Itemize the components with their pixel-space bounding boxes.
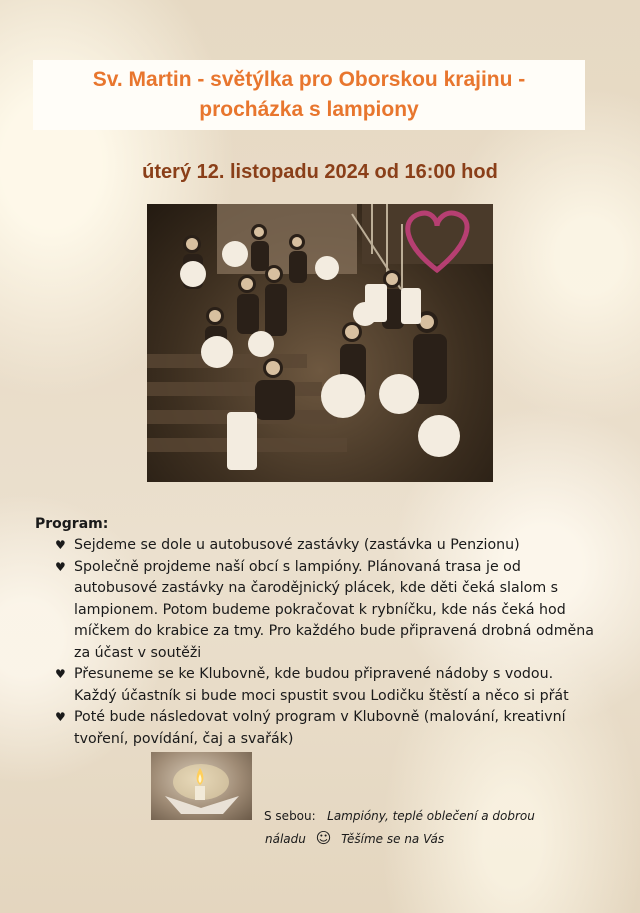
candle-boat-photo (151, 752, 252, 820)
heart-bullet-icon: ♥ (55, 559, 66, 574)
program-item-text: Sejdeme se dole u autobusové zastávky (zastávka u Penzionu) (74, 537, 520, 553)
children-with-lanterns-photo (147, 204, 493, 482)
program-list (35, 535, 595, 750)
bring-along-label: S sebou: (264, 809, 316, 823)
program-item-text: Společně projdeme naší obcí s lampióny. Plánovaná trasa je od autobusové zastávky na čarodějnický plácek, kde děti čeká slalom s lampionem. Potom budeme pokračovat k rybníčku, kde nás čeká hod míčkem do krabice za tmy. Pro každého bude připravená drobná odměna za účast v soutěži (74, 558, 594, 661)
heart-bullet-icon: ♥ (55, 667, 66, 681)
bring-along-items: Lampióny, teplé oblečení a dobrou (327, 809, 535, 823)
program-item (35, 707, 595, 750)
greeting-text: Těšíme se na Vás (341, 832, 445, 846)
bring-along-note (264, 805, 594, 850)
program-item-text: Přesuneme se ke Klubovně, kde budou připravené nádoby s vodou. Každý účastník si bude moci spustit svou Lodičku štěstí a něco si přát (74, 666, 569, 704)
title-box (33, 60, 585, 130)
program-item (35, 557, 595, 665)
bring-along-line-2 (264, 827, 594, 850)
heart-bullet-icon: ♥ (55, 538, 66, 552)
program-item (35, 664, 595, 707)
program-item (35, 535, 595, 557)
heart-bullet-icon: ♥ (55, 710, 66, 724)
bring-along-mood: náladu (265, 832, 306, 846)
event-title-line-2: procházka s lampiony (199, 98, 419, 121)
program-heading: Program: (35, 516, 109, 532)
bring-along-line-1 (264, 805, 594, 827)
event-title-line-1: Sv. Martin - světýlka pro Oborskou krajinu - (92, 68, 526, 91)
program-section (35, 516, 595, 750)
smiley-icon: ☺ (315, 829, 332, 847)
program-item-text: Poté bude následovat volný program v Klubovně (malování, kreativní tvoření, povídání, čaj a svařák) (74, 709, 566, 747)
event-date: úterý 12. listopadu 2024 od 16:00 hod (142, 161, 498, 183)
